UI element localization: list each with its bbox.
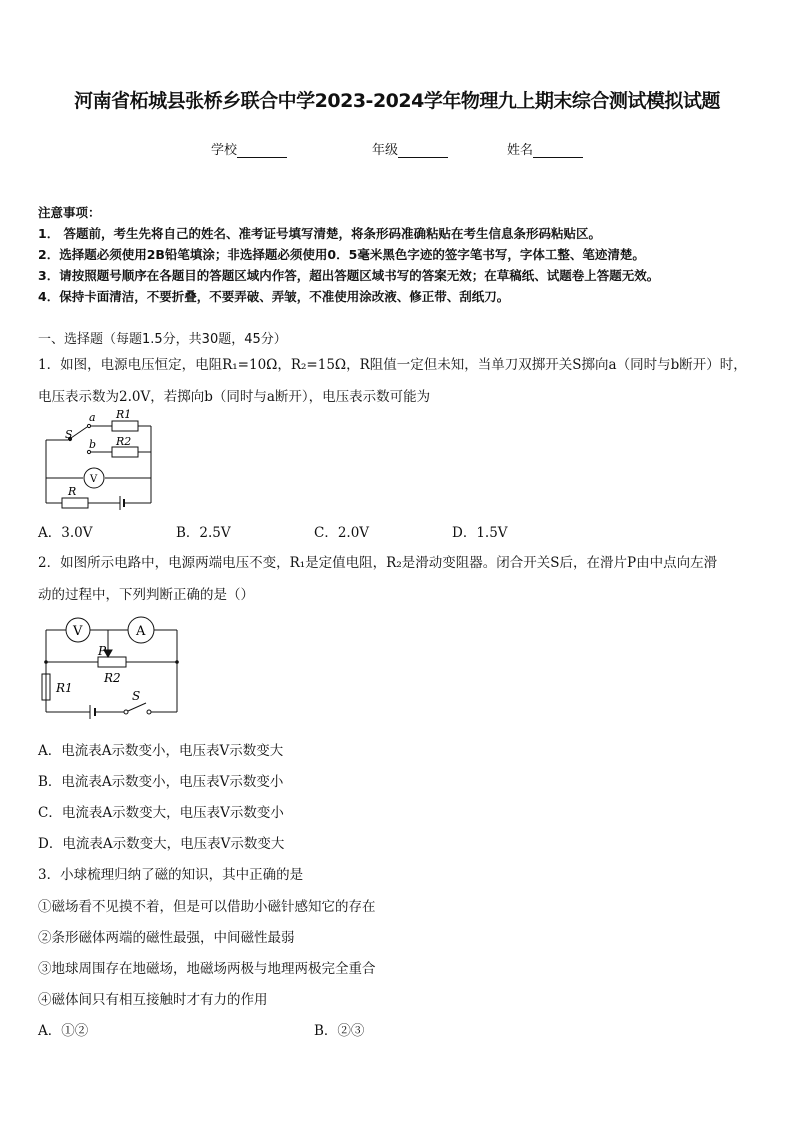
q1-label-s: S bbox=[65, 428, 73, 441]
grade-field bbox=[372, 139, 448, 158]
q1-option-c: C．2.0V bbox=[314, 525, 370, 541]
page-title: 河南省柘城县张桥乡联合中学2023-2024学年物理九上期末综合测试模拟试题 bbox=[74, 90, 720, 112]
q1-stem-line1: 1．如图，电源电压恒定，电阻R₁=10Ω，R₂=15Ω，R阻值一定但未知，当单刀双掷开关S掷向a（同时与b断开）时， bbox=[38, 357, 747, 373]
q2-option-a: A．电流表A示数变小，电压表V示数变大 bbox=[38, 743, 284, 759]
q3-stem: 3．小球梳理归纳了磁的知识，其中正确的是 bbox=[38, 867, 304, 883]
q2-stem-line1: 2．如图所示电路中，电源两端电压不变，R₁是定值电阻，R₂是滑动变阻器。闭合开关S后，在滑片P由中点向左滑 bbox=[38, 555, 718, 571]
name-label: 姓名 bbox=[507, 143, 534, 158]
q1-label-a: a bbox=[89, 411, 96, 424]
name-field bbox=[507, 139, 583, 158]
q2-voltmeter-symbol: V bbox=[73, 624, 83, 639]
notice-item-4: 4．保持卡面清洁，不要折叠，不要弄破、弄皱，不准使用涂改液、修正带、刮纸刀。 bbox=[38, 289, 510, 304]
q2-label-p: P bbox=[98, 644, 107, 658]
grade-label: 年级 bbox=[372, 143, 399, 158]
q1-stem-line2: 电压表示数为2.0V，若掷向b（同时与a断开），电压表示数可能为 bbox=[38, 389, 431, 405]
school-blank bbox=[237, 143, 287, 158]
q2-label-r2: R2 bbox=[104, 671, 121, 685]
q2-label-s: S bbox=[132, 689, 141, 703]
q1-label-b: b bbox=[89, 438, 97, 451]
q2-option-c: C．电流表A示数变大，电压表V示数变小 bbox=[38, 805, 284, 821]
q3-statement-3: ③地球周围存在地磁场，地磁场两极与地理两极完全重合 bbox=[38, 961, 376, 977]
q2-stem-line2: 动的过程中，下列判断正确的是（） bbox=[38, 587, 254, 603]
q1-label-r: R bbox=[68, 485, 77, 498]
q1-label-r2: R2 bbox=[116, 435, 132, 448]
notice-heading: 注意事项： bbox=[38, 205, 101, 220]
q1-option-d: D．1.5V bbox=[452, 525, 508, 541]
notice-item-2: 2．选择题必须使用2B铅笔填涂；非选择题必须使用0．5毫米黑色字迹的签字笔书写，字体工整、笔迹清楚。 bbox=[38, 247, 645, 262]
section-heading: 一、选择题（每题1.5分，共30题，45分） bbox=[38, 332, 287, 347]
q2-label-r1: R1 bbox=[56, 681, 73, 695]
q3-statement-1: ①磁场看不见摸不着，但是可以借助小磁针感知它的存在 bbox=[38, 899, 376, 915]
q2-ammeter-symbol: A bbox=[136, 624, 146, 639]
q1-voltmeter-symbol: V bbox=[90, 474, 98, 485]
grade-blank bbox=[398, 143, 448, 158]
q1-label-r1: R1 bbox=[116, 408, 132, 421]
q1-option-b: B．2.5V bbox=[176, 525, 231, 541]
q2-option-d: D．电流表A示数变大，电压表V示数变大 bbox=[38, 836, 285, 852]
q3-option-a: A．①② bbox=[38, 1023, 89, 1039]
name-blank bbox=[533, 143, 583, 158]
q1-circuit-diagram bbox=[40, 405, 160, 510]
notice-item-3: 3．请按照题号顺序在各题目的答题区域内作答，超出答题区域书写的答案无效；在草稿纸、试题卷上答题无效。 bbox=[38, 268, 660, 283]
school-field bbox=[211, 139, 287, 158]
q3-option-b: B．②③ bbox=[314, 1023, 365, 1039]
q3-statement-2: ②条形磁体两端的磁性最强，中间磁性最弱 bbox=[38, 930, 295, 946]
school-label: 学校 bbox=[211, 143, 238, 158]
q3-statement-4: ④磁体间只有相互接触时才有力的作用 bbox=[38, 992, 268, 1008]
notice-item-1: 1． 答题前，考生先将自己的姓名、准考证号填写清楚，将条形码准确粘贴在考生信息条形码粘贴区。 bbox=[38, 226, 602, 241]
q2-circuit-diagram bbox=[38, 612, 183, 722]
q2-option-b: B．电流表A示数变小，电压表V示数变小 bbox=[38, 774, 284, 790]
q1-option-a: A．3.0V bbox=[38, 525, 93, 541]
